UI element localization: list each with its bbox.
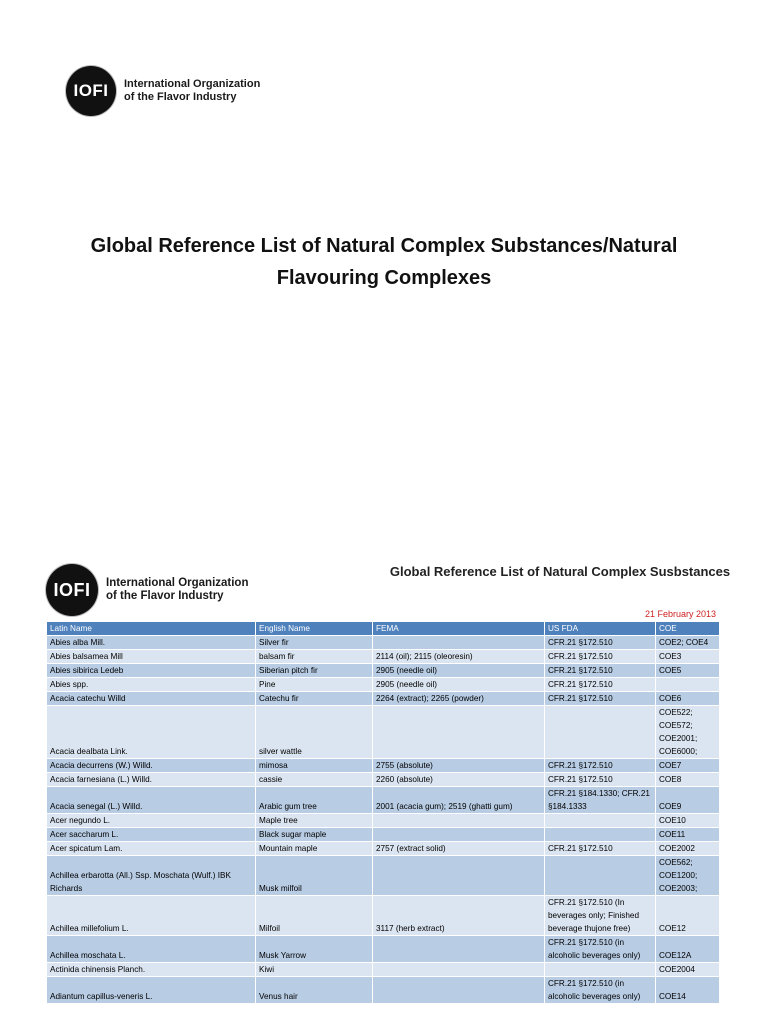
latin-name-cell: Achillea erbarotta (All.) Ssp. Moschata (Wulf.) IBK Richards [47,856,256,896]
table-row [47,678,720,692]
coe-cell: COE2; COE4 [656,636,720,650]
us-fda-cell: CFR.21 §172.510 [545,692,656,706]
page-title: Global Reference List of Natural Complex Substances/Natural Flavouring Complexes [90,235,678,289]
table-header-row [47,622,720,636]
sheet-date: 21 February 2013 [644,609,716,619]
latin-name-cell: Acacia senegal (L.) Willd. [47,787,256,814]
fema-cell [373,936,545,963]
us-fda-cell [545,963,656,977]
coe-cell: COE14 [656,977,720,1004]
us-fda-cell: CFR.21 §172.510 [545,678,656,692]
column-header: Latin Name [47,622,256,636]
coe-cell: COE8 [656,773,720,787]
table-row [47,896,720,936]
english-name-cell: Maple tree [256,814,373,828]
table-row [47,664,720,678]
table-row [47,814,720,828]
table-row [47,856,720,896]
latin-name-cell: Abies spp. [47,678,256,692]
latin-name-cell: Acer spicatum Lam. [47,842,256,856]
table-row [47,706,720,759]
english-name-cell: Pine [256,678,373,692]
english-name-cell: balsam fir [256,650,373,664]
english-name-cell: Musk Yarrow [256,936,373,963]
coe-cell: COE2002 [656,842,720,856]
fema-cell [373,963,545,977]
table-row [47,650,720,664]
coe-cell: COE562; COE1200; COE2003; [656,856,720,896]
fema-cell [373,977,545,1004]
fema-cell: 2905 (needle oil) [373,678,545,692]
latin-name-cell: Acacia catechu Willd [47,692,256,706]
us-fda-cell [545,856,656,896]
us-fda-cell: CFR.21 §172.510 [545,842,656,856]
column-header: COE [656,622,720,636]
us-fda-cell [545,828,656,842]
column-header: English Name [256,622,373,636]
fema-cell [373,814,545,828]
table-row [47,787,720,814]
us-fda-cell: CFR.21 §172.510 [545,759,656,773]
iofi-logo-mark: IOFI [46,564,98,616]
fema-cell: 2001 (acacia gum); 2519 (ghatti gum) [373,787,545,814]
table-row [47,963,720,977]
latin-name-cell: Abies sibirica Ledeb [47,664,256,678]
coe-cell: COE2004 [656,963,720,977]
english-name-cell: Silver fir [256,636,373,650]
english-name-cell: silver wattle [256,706,373,759]
english-name-cell: Catechu fir [256,692,373,706]
column-header: FEMA [373,622,545,636]
fema-cell: 2757 (extract solid) [373,842,545,856]
table-row [47,636,720,650]
sheet-title: Global Reference List of Natural Complex Susbstances [389,564,731,579]
iofi-logo-header [66,66,260,116]
coe-cell: COE12A [656,936,720,963]
english-name-cell: Musk milfoil [256,856,373,896]
latin-name-cell: Acacia dealbata Link. [47,706,256,759]
us-fda-cell [545,814,656,828]
coe-cell: COE12 [656,896,720,936]
english-name-cell: Siberian pitch fir [256,664,373,678]
fema-cell [373,636,545,650]
coe-cell: COE522; COE572; COE2001; COE6000; [656,706,720,759]
fema-cell: 2905 (needle oil) [373,664,545,678]
substances-table [46,621,720,1004]
table-row [47,936,720,963]
latin-name-cell: Actinida chinensis Planch. [47,963,256,977]
organization-name: International Organization of the Flavor Industry [106,577,249,602]
table-row [47,692,720,706]
us-fda-cell: CFR.21 §172.510 [545,650,656,664]
organization-name: International Organization of the Flavor Industry [124,78,261,103]
latin-name-cell: Abies alba Mill. [47,636,256,650]
coe-cell: COE9 [656,787,720,814]
coe-cell: COE5 [656,664,720,678]
iofi-logo-mark: IOFI [66,66,116,116]
coe-cell: COE3 [656,650,720,664]
fema-cell: 2114 (oil); 2115 (oleoresin) [373,650,545,664]
us-fda-cell: CFR.21 §172.510 (in alcoholic beverages only) [545,977,656,1004]
us-fda-cell [545,706,656,759]
english-name-cell: cassie [256,773,373,787]
us-fda-cell: CFR.21 §172.510 (In beverages only; Finished beverage thujone free) [545,896,656,936]
us-fda-cell: CFR.21 §184.1330; CFR.21 §184.1333 [545,787,656,814]
coe-cell: COE7 [656,759,720,773]
latin-name-cell: Acer saccharum L. [47,828,256,842]
fema-cell [373,706,545,759]
english-name-cell: mimosa [256,759,373,773]
us-fda-cell: CFR.21 §172.510 [545,773,656,787]
fema-cell: 2260 (absolute) [373,773,545,787]
coe-cell: COE10 [656,814,720,828]
column-header: US FDA [545,622,656,636]
fema-cell: 2755 (absolute) [373,759,545,773]
iofi-logo-sheet [46,564,248,616]
fema-cell [373,828,545,842]
table-row [47,773,720,787]
english-name-cell: Venus hair [256,977,373,1004]
latin-name-cell: Achillea moschata L. [47,936,256,963]
latin-name-cell: Acer negundo L. [47,814,256,828]
table-row [47,977,720,1004]
english-name-cell: Mountain maple [256,842,373,856]
latin-name-cell: Acacia decurrens (W.) Willd. [47,759,256,773]
latin-name-cell: Acacia farnesiana (L.) Willd. [47,773,256,787]
table-row [47,828,720,842]
english-name-cell: Arabic gum tree [256,787,373,814]
latin-name-cell: Adiantum capillus-veneris L. [47,977,256,1004]
us-fda-cell: CFR.21 §172.510 [545,664,656,678]
us-fda-cell: CFR.21 §172.510 [545,636,656,650]
coe-cell [656,678,720,692]
coe-cell: COE6 [656,692,720,706]
english-name-cell: Black sugar maple [256,828,373,842]
fema-cell [373,856,545,896]
coe-cell: COE11 [656,828,720,842]
english-name-cell: Kiwi [256,963,373,977]
english-name-cell: Milfoil [256,896,373,936]
fema-cell: 2264 (extract); 2265 (powder) [373,692,545,706]
table-row [47,759,720,773]
us-fda-cell: CFR.21 §172.510 (in alcoholic beverages only) [545,936,656,963]
table-row [47,842,720,856]
fema-cell: 3117 (herb extract) [373,896,545,936]
latin-name-cell: Abies balsamea Mill [47,650,256,664]
latin-name-cell: Achillea millefolium L. [47,896,256,936]
